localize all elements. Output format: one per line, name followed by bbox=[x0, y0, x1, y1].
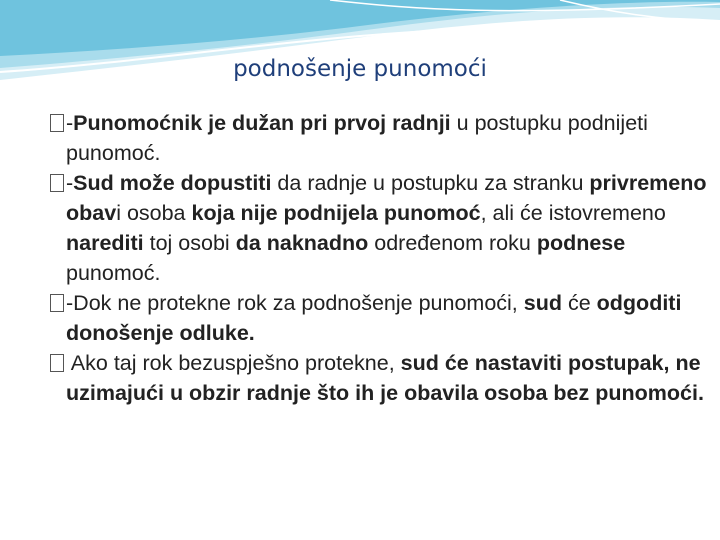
missing-glyph-bullet-icon bbox=[50, 294, 64, 312]
bullet-item: -Sud može dopustiti da radnje u postupku za stranku privremeno obavi osoba koja nije podnijela punomoć, ali će istovremeno narediti toj osobi da naknadno određenom roku podnese punomoć. bbox=[50, 168, 710, 288]
bullet-item: -Punomoćnik je dužan pri prvoj radnji u postupku podnijeti punomoć. bbox=[50, 108, 710, 168]
bullet-item: -Dok ne protekne rok za podnošenje punomoći, sud će odgoditi donošenje odluke. bbox=[50, 288, 710, 348]
missing-glyph-bullet-icon bbox=[50, 354, 64, 372]
bullet-item: Ako taj rok bezuspješno protekne, sud će nastaviti postupak, ne uzimajući u obzir radnje što ih je obavila osoba bez punomoći. bbox=[50, 348, 710, 408]
missing-glyph-bullet-icon bbox=[50, 114, 64, 132]
slide-body bbox=[50, 108, 710, 408]
slide-title: podnošenje punomoći bbox=[233, 56, 487, 82]
missing-glyph-bullet-icon bbox=[50, 174, 64, 192]
